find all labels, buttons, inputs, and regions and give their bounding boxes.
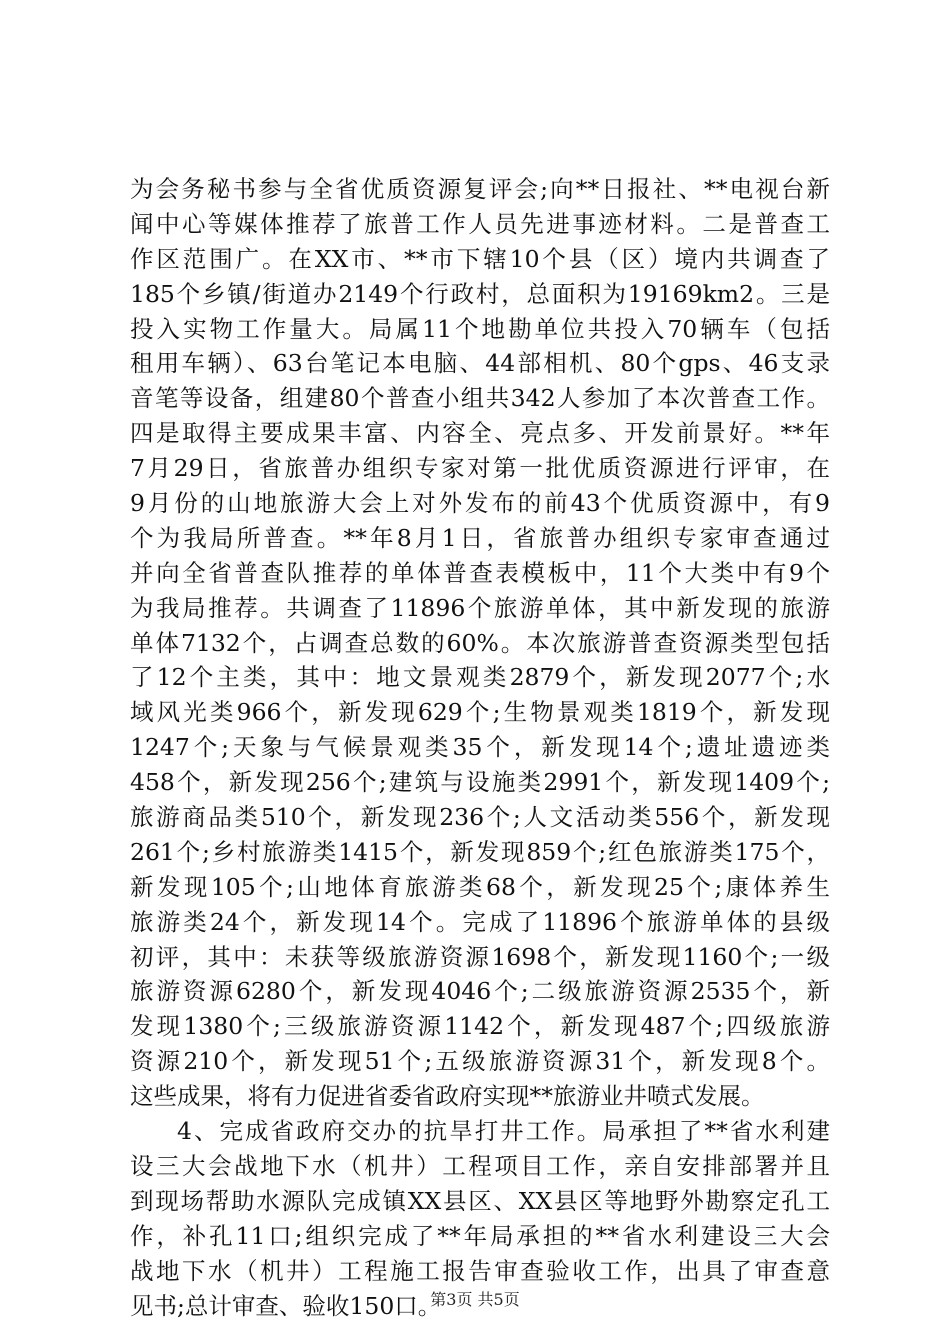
text-line: 新发现105个;山地体育旅游类68个，新发现25个;康体养生 (130, 872, 830, 901)
text-line: 初评，其中：未获等级旅游资源1698个，新发现1160个;一级 (130, 942, 830, 971)
text-line: 旅游商品类510个，新发现236个;人文活动类556个，新发现 (130, 803, 830, 832)
text-line: 旅游类24个，新发现14个。完成了11896个旅游单体的县级 (130, 907, 830, 936)
text-line: 发现1380个;三级旅游资源1142个，新发现487个;四级旅游 (130, 1012, 830, 1041)
text-line: 到现场帮助水源队完成镇XX县区、XX县区等地野外勘察定孔工 (130, 1186, 830, 1215)
text-line: 设三大会战地下水（机井）工程项目工作，亲自安排部署并且 (130, 1151, 830, 1180)
text-line: 7月29日，省旅普办组织专家对第一批优质资源进行评审，在 (130, 454, 830, 483)
text-line: 作区范围广。在XX市、**市下辖10个县（区）境内共调查了 (130, 244, 830, 273)
page-footer (0, 1290, 950, 1310)
text-line: 458个，新发现256个;建筑与设施类2991个，新发现1409个; (130, 768, 830, 797)
text-line: 为会务秘书参与全省优质资源复评会;向**日报社、**电视台新 (130, 175, 830, 203)
text-line: 个为我局所普查。**年8月1日，省旅普办组织专家审查通过 (130, 523, 830, 552)
text-line: 这些成果，将有力促进省委省政府实现**旅游业井喷式发展。 (130, 1082, 765, 1111)
text-line: 作，补孔11口;组织完成了**年局承担的**省水利建设三大会 (130, 1221, 830, 1250)
text-line: 1247个;天象与气候景观类35个，新发现14个;遗址遗迹类 (130, 733, 830, 762)
text-line: 261个;乡村旅游类1415个，新发现859个;红色旅游类175个， (130, 837, 830, 866)
text-line: 投入实物工作量大。局属11个地勘单位共投入70辆车（包括 (130, 314, 830, 343)
text-line: 并向全省普查队推荐的单体普查表模板中，11个大类中有9个 (130, 558, 830, 587)
text-line: 9月份的山地旅游大会上对外发布的前43个优质资源中，有9 (130, 489, 830, 518)
text-line: 租用车辆）、63台笔记本电脑、44部相机、80个gps、46支录 (130, 349, 830, 378)
text-line: 见书;总计审查、验收150口。 (130, 1291, 442, 1320)
text-line: 单体7132个，占调查总数的60%。本次旅游普查资源类型包括 (130, 628, 830, 657)
text-line: 资源210个，新发现51个;五级旅游资源31个，新发现8个。 (130, 1047, 830, 1076)
text-line: 185个乡镇/街道办2149个行政村，总面积为19169km2。三是 (130, 279, 830, 308)
text-line: 旅游资源6280个，新发现4046个;二级旅游资源2535个，新 (130, 977, 830, 1006)
text-line: 了12个主类，其中：地文景观类2879个，新发现2077个;水 (130, 663, 830, 692)
text-line: 四是取得主要成果丰富、内容全、亮点多、开发前景好。**年 (130, 419, 830, 448)
text-line: 为我局推荐。共调查了11896个旅游单体，其中新发现的旅游 (130, 593, 830, 622)
text-line: 4、完成省政府交办的抗旱打井工作。局承担了**省水利建 (177, 1117, 830, 1146)
text-line: 战地下水（机井）工程施工报告审查验收工作，出具了审查意 (130, 1256, 830, 1285)
text-line: 闻中心等媒体推荐了旅普工作人员先进事迹材料。二是普查工 (130, 209, 830, 238)
page-number-label: 第3页 共5页 (430, 1290, 520, 1309)
body-text (130, 172, 830, 1323)
text-line: 域风光类966个，新发现629个;生物景观类1819个，新发现 (130, 698, 830, 727)
text-line: 音笔等设备，组建80个普查小组共342人参加了本次普查工作。 (130, 384, 830, 413)
